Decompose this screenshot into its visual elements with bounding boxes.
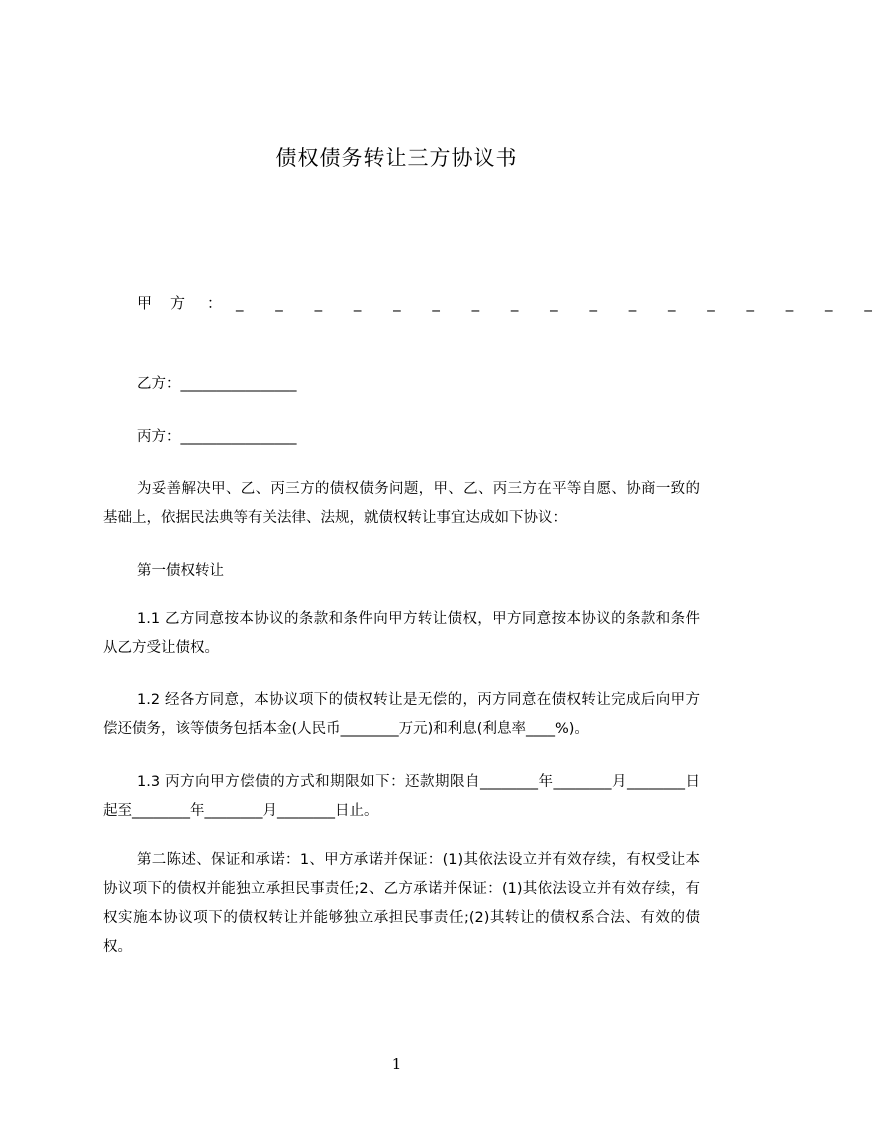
party-a-colon: ：: [207, 294, 223, 312]
section-1-heading: 第一债权转让: [137, 563, 224, 579]
clause-1-3: 1.3 丙方向甲方偿债的方式和期限如下：还款期限自________年________月________日起至________年________月________日止。: [103, 774, 700, 819]
party-a-blank: _ _ _ _ _ _ _ _ _ _ _ _ _ _ _ _ _: [236, 294, 885, 312]
party-c-line: 丙方：________________: [137, 429, 297, 445]
page-number: 1: [391, 1055, 402, 1073]
preamble-paragraph: 为妥善解决甲、乙、丙三方的债权债务问题，甲、乙、丙三方在平等自愿、协商一致的基础上，依据民法典等有关法律、法规，就债权转让事宜达成如下协议：: [103, 481, 700, 526]
section-2-paragraph: 第二陈述、保证和承诺：1、甲方承诺并保证：(1)其依法设立并有效存续，有权受让本协议项下的债权并能独立承担民事责任;2、乙方承诺并保证：(1)其依法设立并有效存续，有权实施本协议项下的债权转让并能够独立承担民事责任;(2)其转让的债权系合法、有效的债权。: [103, 852, 700, 955]
party-a-line: [137, 292, 885, 313]
party-a-label: 甲方: [137, 294, 204, 312]
clause-1-1: 1.1 乙方同意按本协议的条款和条件向甲方转让债权，甲方同意按本协议的条款和条件从乙方受让债权。: [103, 611, 700, 656]
clause-1-2: 1.2 经各方同意，本协议项下的债权转让是无偿的，丙方同意在债权转让完成后向甲方偿还债务，该等债务包括本金(人民币________万元)和利息(利息率____%)。: [103, 692, 700, 737]
document-title: 债权债务转让三方协议书: [275, 146, 518, 170]
party-b-line: 乙方：________________: [137, 376, 297, 392]
